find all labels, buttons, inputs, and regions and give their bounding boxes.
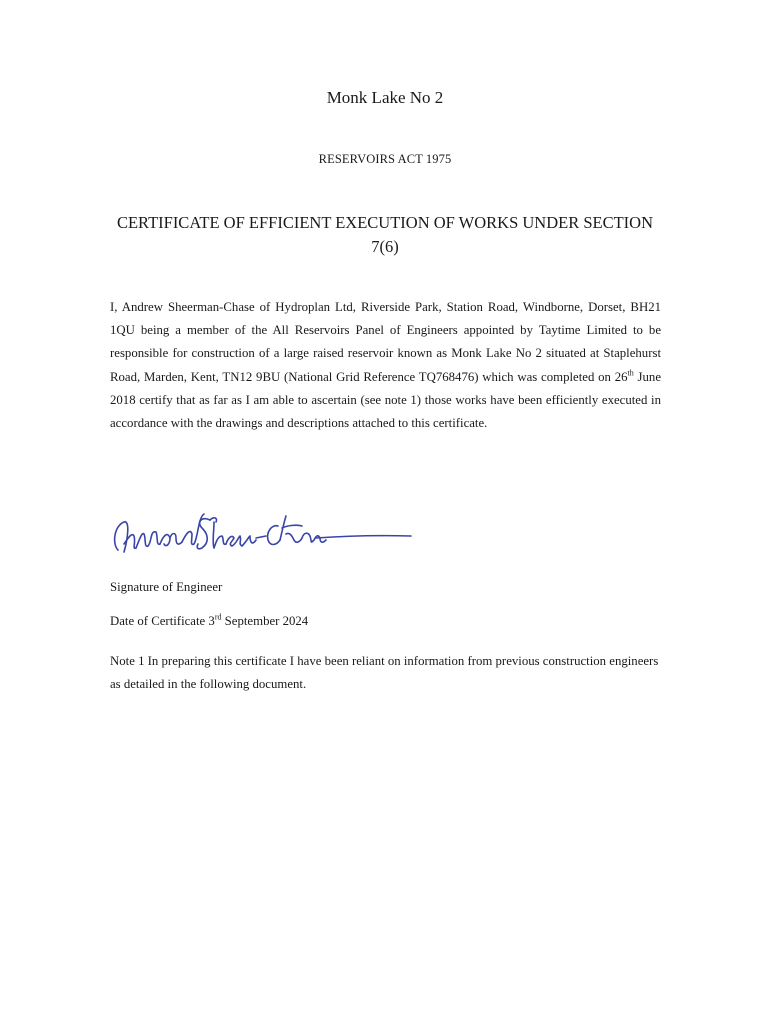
certificate-body-part2: June 2018 certify that as far as I am able to ascertain (see note 1) those works have been efficiently executed in accordance with the drawings and descriptions attached to this certificate.: [110, 369, 662, 431]
certificate-date-prefix: Date of Certificate 3: [110, 614, 215, 628]
signature-label: Signature of Engineer: [110, 580, 223, 594]
certificate-body: [110, 296, 661, 435]
note-1: Note 1 In preparing this certificate I have been reliant on information from previous construction engineers as detailed in the following document.: [110, 654, 659, 692]
act-reference: RESERVOIRS ACT 1975: [318, 152, 452, 166]
certificate-body-part1: I, Andrew Sheerman-Chase of Hydroplan Ltd, Riverside Park, Station Road, Windborne, Dorset, BH21 1QU being a member of the All Reservoirs Panel of Engineers appointed by Taytime Limited to be responsible for construction of a large raised reservoir known as Monk Lake No 2 situated at Staplehurst Road, Marden, Kent, TN12 9BU (National Grid Reference TQ768476) which was completed on 26: [110, 300, 661, 384]
certificate-heading: CERTIFICATE OF EFFICIENT EXECUTION OF WORKS UNDER SECTION 7(6): [116, 213, 654, 256]
certificate-date-ordinal: rd: [214, 612, 222, 622]
certificate-date: [110, 614, 308, 629]
completion-date-ordinal: th: [627, 368, 634, 378]
document-title: Monk Lake No 2: [326, 88, 444, 107]
engineer-signature: [106, 498, 416, 570]
certificate-date-suffix: September 2024: [221, 614, 309, 628]
